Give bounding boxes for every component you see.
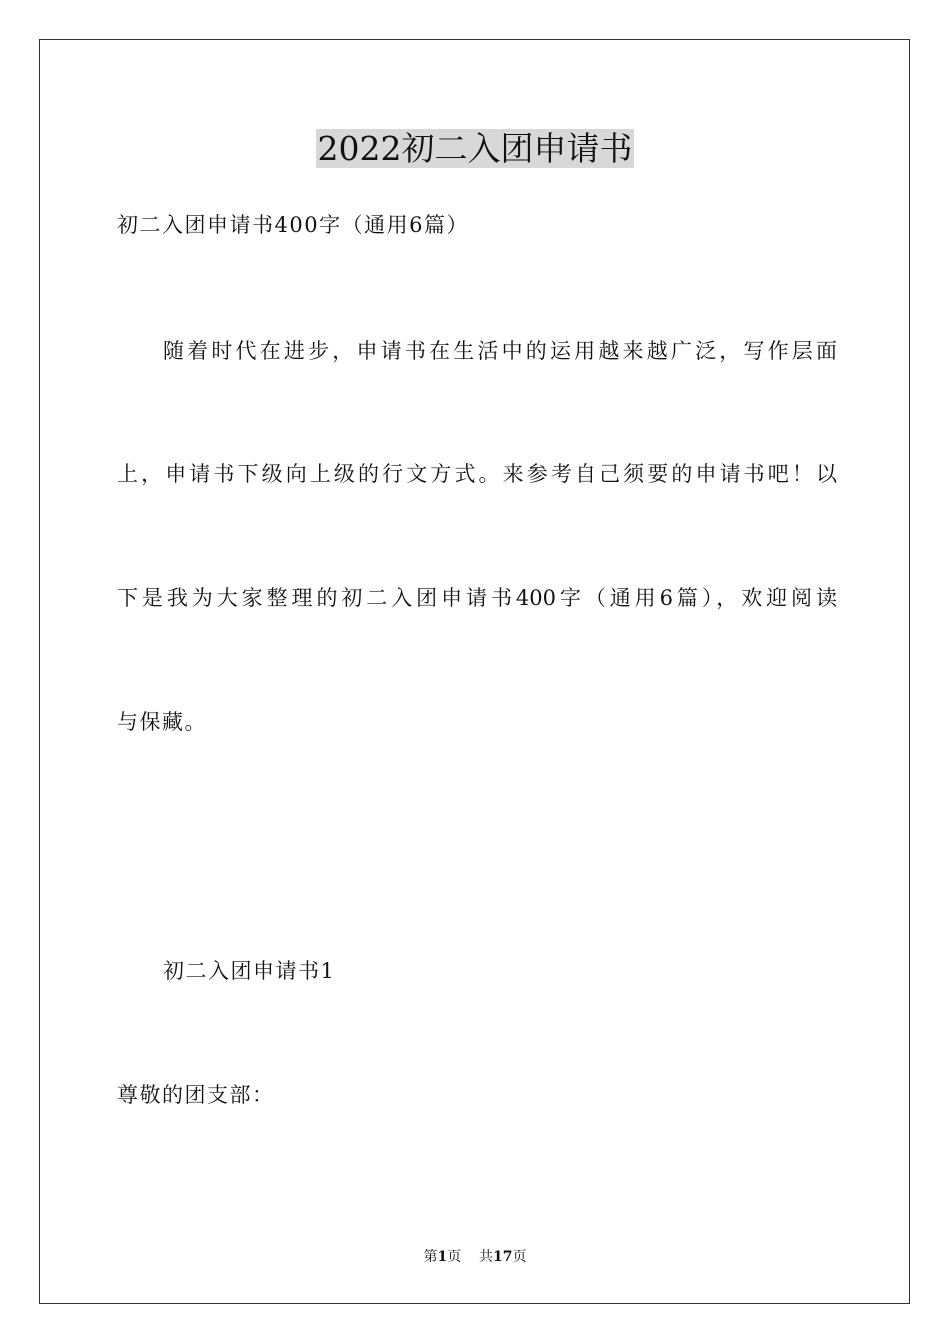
footer-page-suffix: 页 bbox=[447, 1249, 462, 1265]
footer-total-suffix: 页 bbox=[512, 1249, 527, 1265]
footer-total-prefix: 共 bbox=[479, 1249, 494, 1265]
intro-line-3: 下是我为大家整理的初二入团申请书400字（通用6篇），欢迎阅读 bbox=[117, 586, 837, 610]
document-subtitle: 初二入团申请书400字（通用6篇） bbox=[117, 213, 469, 237]
intro-line-2: 上，申请书下级向上级的行文方式。来参考自己须要的申请书吧！以 bbox=[117, 462, 837, 486]
footer-page-number: 1 bbox=[437, 1249, 448, 1265]
page-footer bbox=[0, 1247, 950, 1267]
footer-total-pages: 17 bbox=[493, 1249, 513, 1265]
document-title-text: 2022初二入团申请书 bbox=[317, 129, 633, 168]
footer-page-prefix: 第 bbox=[423, 1249, 438, 1265]
intro-line-1: 随着时代在进步，申请书在生活中的运用越来越广泛，写作层面 bbox=[163, 339, 837, 363]
intro-line-4: 与保藏。 bbox=[117, 710, 207, 734]
salutation: 尊敬的团支部： bbox=[117, 1083, 275, 1107]
document-title bbox=[0, 124, 950, 174]
section-heading: 初二入团申请书1 bbox=[163, 959, 336, 983]
